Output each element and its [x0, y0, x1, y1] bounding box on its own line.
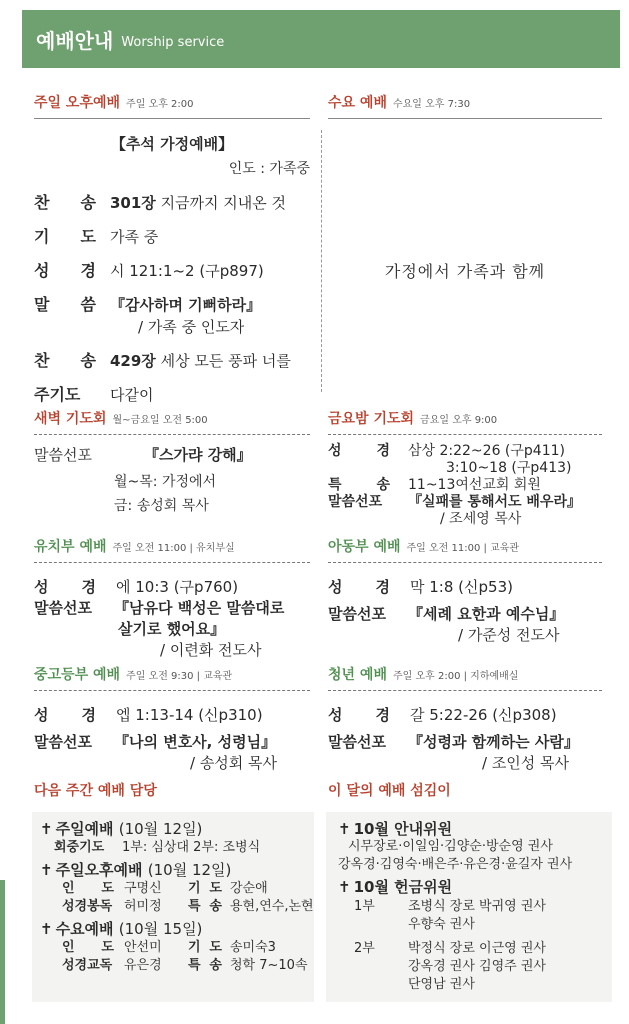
- service-row: [34, 350, 310, 372]
- group-heading: [338, 820, 612, 838]
- section-title: 새벽 기도회: [34, 411, 107, 427]
- row-bold: 301장: [110, 194, 156, 212]
- section-title: 유치부 예배: [34, 539, 107, 555]
- wednesday-note: 가정에서 가족과 함께: [384, 262, 546, 281]
- assign-value: 강순애: [230, 881, 268, 896]
- assign-label: 회중기도: [54, 840, 105, 855]
- row-text: 다같이: [110, 386, 154, 404]
- cross-icon: ✝: [40, 920, 53, 938]
- group-title: 주일오후예배: [55, 861, 143, 879]
- row-label: 특 송: [328, 477, 390, 493]
- section-time: 월~금요일 오전 5:00: [112, 415, 208, 426]
- row-text: 시 121:1~2 (구p897): [110, 262, 264, 280]
- cross-icon: ✝: [338, 878, 351, 896]
- section-title: 중고등부 예배: [34, 667, 121, 683]
- kinder-details: [34, 577, 310, 661]
- next-week-section: [34, 780, 312, 800]
- assign-value: 1부: 심상대 2부: 조병식: [122, 840, 261, 855]
- detail-row: [328, 604, 602, 625]
- group-heading: [338, 878, 612, 896]
- assign-label: 인 도: [62, 940, 114, 955]
- assign-value: 유은경: [124, 958, 162, 973]
- section-title: 청년 예배: [328, 667, 387, 683]
- column-divider: [321, 130, 322, 392]
- detail-row: [34, 598, 310, 619]
- group-title: 10월 헌금위원: [353, 878, 453, 896]
- section-time: 주일 오후 2:00 | 지하예배실: [392, 671, 519, 682]
- section-time: 수요일 오후 7:30: [392, 99, 471, 110]
- row-text: 엡 1:13-14 (신p310): [116, 706, 263, 724]
- row-label: 말씀선포: [34, 733, 92, 751]
- section-title: 이 달의 예배 섬김이: [328, 783, 451, 799]
- server-names: 강옥경 권사 김영주 권사: [408, 959, 546, 974]
- kindergarten-section: [34, 536, 310, 661]
- detail-row: [34, 732, 310, 753]
- servers-section: [328, 780, 602, 800]
- row-label: 성 경: [328, 706, 390, 724]
- assign-label: 인 도: [62, 881, 114, 896]
- assign-label: 기 도: [188, 940, 222, 955]
- detail-row: [34, 705, 310, 726]
- section-header: [34, 536, 310, 563]
- order-of-service: [34, 192, 310, 406]
- worship-banner: [22, 10, 620, 68]
- section-title: 수요 예배: [328, 95, 387, 111]
- detail-row: [328, 494, 602, 511]
- assign-row: [40, 839, 314, 857]
- group-heading: [40, 820, 314, 839]
- server-names: 강옥경·김영숙·배은주·유은경·윤길자 권사: [338, 857, 573, 872]
- section-title: 아동부 예배: [328, 539, 401, 555]
- detail-row: [328, 477, 602, 494]
- friday-details: [328, 443, 602, 528]
- assign-label: 성경봉독: [62, 899, 113, 914]
- assign-value: 송미숙3: [230, 940, 276, 955]
- group-date: (10월 12일): [147, 861, 232, 879]
- row-text: / 조세영 목사: [440, 511, 522, 527]
- dawn-details: [34, 470, 310, 518]
- row-label: 말씀선포: [328, 605, 386, 623]
- assign-label: 특 송: [188, 958, 222, 973]
- row-label: 말씀선포: [328, 733, 386, 751]
- row-label: 말씀선포: [34, 446, 92, 464]
- row-bold: 429장: [110, 352, 156, 370]
- group-heading: [40, 920, 314, 939]
- sermon-title: 『세례 요한과 예수님』: [408, 605, 565, 623]
- part-label: 1부: [354, 899, 375, 914]
- assign-row: [40, 880, 314, 898]
- sermon-row: [34, 445, 310, 466]
- section-header: [328, 92, 602, 119]
- assign-row: [40, 898, 314, 916]
- sermon-title: 『성령과 함께하는 사람』: [408, 733, 579, 751]
- detail-line: 금: 송성회 목사: [114, 498, 209, 514]
- assign-label: 특 송: [188, 899, 222, 914]
- cross-icon: ✝: [40, 861, 53, 879]
- row-text: / 가족 중 인도자: [138, 318, 245, 336]
- assign-value: 구명신: [124, 881, 162, 896]
- young-adult-section: [328, 664, 602, 774]
- row-label: 말씀선포: [328, 494, 383, 510]
- server-names: 단영남 권사: [408, 977, 475, 992]
- detail-row: [328, 705, 602, 726]
- row-text: 지금까지 지내온 것: [155, 194, 287, 212]
- group-date: (10월 12일): [118, 820, 203, 838]
- section-header: [34, 92, 310, 119]
- section-header: [328, 664, 602, 691]
- server-names: 우향숙 권사: [408, 917, 475, 932]
- dawn-prayer-section: [34, 408, 310, 518]
- detail-line: 월~목: 가정에서: [114, 474, 217, 490]
- row-label: 성 경: [328, 443, 390, 459]
- banner-title: 예배안내: [36, 28, 114, 53]
- assign-label: 기 도: [188, 881, 222, 896]
- group-title: 10월 안내위원: [353, 820, 453, 838]
- row-label: 말씀선포: [34, 599, 92, 617]
- row-text: 삼상 2:22~26 (구p411): [408, 443, 565, 459]
- section-time: 금요일 오후 9:00: [420, 415, 498, 426]
- sermon-title: 『나의 변호사, 성령님』: [114, 733, 277, 751]
- sermon-title: 『남유다 백성은 말씀대로: [114, 599, 285, 617]
- cross-icon: ✝: [40, 820, 53, 838]
- row-bold: 『감사하며 기뻐하라』: [110, 296, 262, 314]
- service-row: [34, 316, 310, 338]
- detail-row: [328, 443, 602, 460]
- group-date: (10월 15일): [118, 920, 203, 938]
- section-header: [34, 664, 310, 691]
- row-text: 에 10:3 (구p760): [116, 578, 239, 596]
- part-label: 2부: [354, 941, 375, 956]
- youth-section: [34, 664, 310, 774]
- detail-row: [34, 577, 310, 598]
- wednesday-section: [328, 92, 602, 282]
- offering-row: [338, 940, 612, 958]
- assign-value: 청학 7~10속: [230, 958, 308, 973]
- group-heading: [40, 861, 314, 880]
- server-names: 박정식 장로 이근영 권사: [408, 941, 546, 956]
- group-title: 수요예배: [55, 920, 114, 938]
- section-time: 주일 오전 11:00 | 교육관: [406, 543, 520, 554]
- server-names: 조병식 장로 박귀영 권사: [408, 899, 546, 914]
- section-header: [328, 408, 602, 435]
- server-names: 시무장로·이일임·김양순·방순영 권사: [348, 839, 553, 854]
- row-label: 성 경: [34, 706, 96, 724]
- assign-label: 성경교독: [62, 958, 113, 973]
- servers-box: [326, 812, 612, 1002]
- banner-subtitle: Worship service: [121, 34, 225, 50]
- sermon-title: 살기로 했어요』: [118, 620, 226, 638]
- row-text: 가족 중: [110, 228, 159, 246]
- service-row: [34, 384, 310, 406]
- row-text: / 이련화 전도사: [160, 641, 262, 659]
- row-label: 말 씀: [34, 295, 96, 314]
- row-label: 성 경: [34, 261, 96, 280]
- service-row: [34, 226, 310, 248]
- row-text: 11~13여선교회 회원: [408, 477, 541, 493]
- youth-details: [34, 705, 310, 774]
- sermon-title: 『스가랴 강해』: [144, 446, 252, 464]
- row-text: / 송성회 목사: [190, 754, 278, 772]
- cross-icon: ✝: [338, 820, 351, 838]
- row-text: 막 1:8 (신p53): [410, 578, 513, 596]
- assign-value: 용현,연수,논현: [230, 899, 314, 914]
- section-title: 금요밤 기도회: [328, 411, 415, 427]
- offering-row: [338, 898, 612, 916]
- row-text: 3:10~18 (구p413): [446, 460, 572, 476]
- group-title: 주일예배: [55, 820, 114, 838]
- row-label: 성 경: [328, 578, 390, 596]
- assign-value: 안선미: [124, 940, 162, 955]
- section-time: 주일 오후 2:00: [126, 99, 194, 110]
- row-label: 성 경: [34, 578, 96, 596]
- next-week-box: [32, 812, 314, 1002]
- section-title: 다음 주간 예배 담당: [34, 783, 157, 799]
- row-label: 찬 송: [34, 351, 96, 370]
- sunday-pm-section: [34, 92, 310, 418]
- section-header: [328, 536, 602, 563]
- detail-row: [328, 577, 602, 598]
- row-label: 찬 송: [34, 193, 96, 212]
- row-text: 세상 모든 풍파 너를: [155, 352, 291, 370]
- friday-prayer-section: [328, 408, 602, 528]
- service-row: [34, 260, 310, 282]
- event-title: 【추석 가정예배】: [110, 135, 234, 153]
- row-text: 갈 5:22-26 (신p308): [410, 706, 557, 724]
- section-time: 주일 오전 11:00 | 유치부실: [112, 543, 235, 554]
- children-section: [328, 536, 602, 646]
- row-text: / 가준성 전도사: [458, 626, 560, 644]
- young-adult-details: [328, 705, 602, 774]
- service-row: [34, 192, 310, 214]
- row-label: 기 도: [34, 227, 96, 246]
- decorative-side-bar: [0, 880, 5, 1024]
- service-row: [34, 294, 310, 316]
- assign-value: 허미정: [124, 899, 162, 914]
- event-leader: 인도 : 가족중: [228, 161, 310, 177]
- section-title: 주일 오후예배: [34, 95, 121, 111]
- row-text: / 조인성 목사: [482, 754, 570, 772]
- row-label: 주기도: [34, 385, 81, 404]
- detail-row: [328, 732, 602, 753]
- assign-row: [40, 939, 314, 957]
- sermon-title: 『실패를 통해서도 배우라』: [408, 494, 581, 510]
- section-time: 주일 오전 9:30 | 교육관: [126, 671, 233, 682]
- section-header: [34, 408, 310, 435]
- children-details: [328, 577, 602, 646]
- assign-row: [40, 957, 314, 975]
